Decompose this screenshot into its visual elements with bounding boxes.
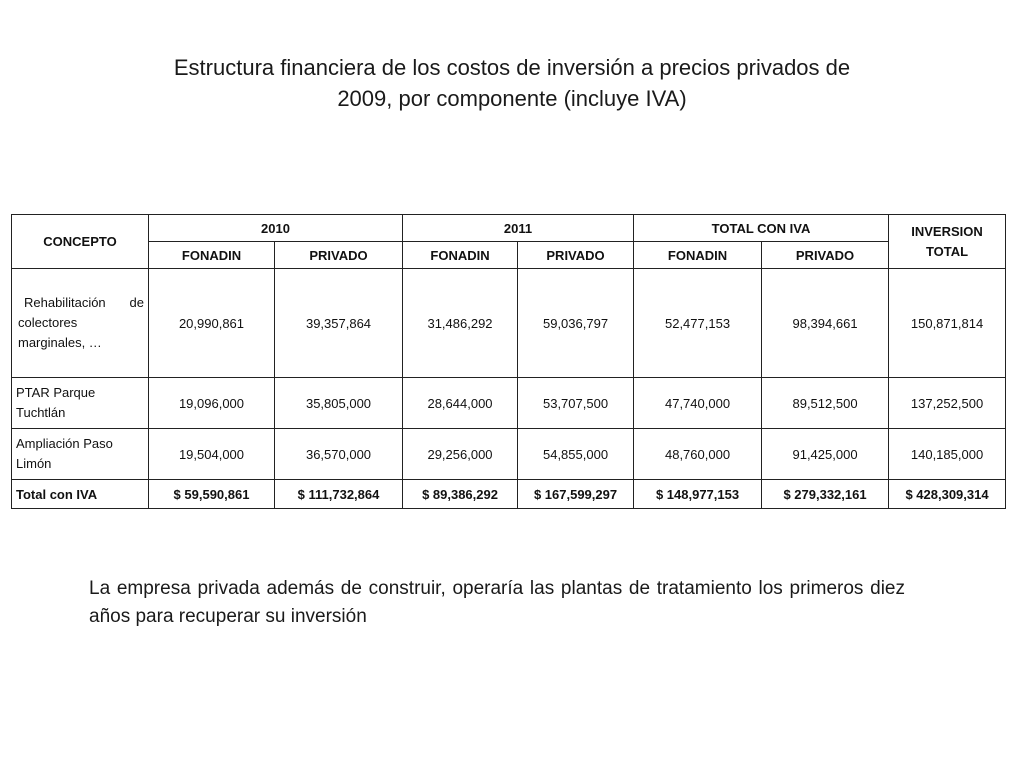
cell-privado-2011: 54,855,000 bbox=[518, 429, 634, 480]
header-fonadin-2011: FONADIN bbox=[403, 242, 518, 269]
cell-fonadin-total: 52,477,153 bbox=[634, 269, 762, 378]
header-privado-total: PRIVADO bbox=[762, 242, 889, 269]
total-row bbox=[12, 480, 1006, 509]
cell-privado-2011: 53,707,500 bbox=[518, 378, 634, 429]
header-concepto: CONCEPTO bbox=[12, 215, 149, 269]
cell-inversion-total: 137,252,500 bbox=[889, 378, 1006, 429]
footnote-paragraph: La empresa privada además de construir, operaría las plantas de tratamiento los primeros diez años para recuperar su inversión bbox=[89, 578, 905, 627]
total-fonadin-2011: $ 89,386,292 bbox=[403, 480, 518, 509]
header-privado-2011: PRIVADO bbox=[518, 242, 634, 269]
row-concepto: Rehabilitación de colectores marginales, … bbox=[12, 269, 149, 378]
cell-fonadin-2010: 19,504,000 bbox=[149, 429, 275, 480]
total-inversion-total: $ 428,309,314 bbox=[889, 480, 1006, 509]
row-concepto: Ampliación Paso Limón bbox=[12, 429, 149, 480]
cell-privado-2010: 35,805,000 bbox=[275, 378, 403, 429]
table-row bbox=[12, 378, 1006, 429]
total-privado-2010: $ 111,732,864 bbox=[275, 480, 403, 509]
row-concepto: PTAR Parque Tuchtlán bbox=[12, 378, 149, 429]
cell-privado-2011: 59,036,797 bbox=[518, 269, 634, 378]
header-inversion-total: INVERSION TOTAL bbox=[889, 215, 1006, 269]
cell-fonadin-total: 48,760,000 bbox=[634, 429, 762, 480]
header-row-1 bbox=[12, 215, 1006, 242]
cell-fonadin-2010: 19,096,000 bbox=[149, 378, 275, 429]
cell-fonadin-2011: 29,256,000 bbox=[403, 429, 518, 480]
total-label: Total con IVA bbox=[12, 480, 149, 509]
header-privado-2010: PRIVADO bbox=[275, 242, 403, 269]
header-2010: 2010 bbox=[149, 215, 403, 242]
page-title bbox=[112, 52, 912, 114]
cell-fonadin-2011: 31,486,292 bbox=[403, 269, 518, 378]
header-fonadin-total: FONADIN bbox=[634, 242, 762, 269]
cell-privado-total: 91,425,000 bbox=[762, 429, 889, 480]
cell-fonadin-2010: 20,990,861 bbox=[149, 269, 275, 378]
cell-privado-total: 98,394,661 bbox=[762, 269, 889, 378]
cell-privado-2010: 39,357,864 bbox=[275, 269, 403, 378]
cell-privado-total: 89,512,500 bbox=[762, 378, 889, 429]
cell-fonadin-total: 47,740,000 bbox=[634, 378, 762, 429]
cell-inversion-total: 150,871,814 bbox=[889, 269, 1006, 378]
cell-inversion-total: 140,185,000 bbox=[889, 429, 1006, 480]
header-total-iva: TOTAL CON IVA bbox=[634, 215, 889, 242]
total-privado-total: $ 279,332,161 bbox=[762, 480, 889, 509]
cell-privado-2010: 36,570,000 bbox=[275, 429, 403, 480]
total-privado-2011: $ 167,599,297 bbox=[518, 480, 634, 509]
header-row-2 bbox=[12, 242, 1006, 269]
financial-table bbox=[11, 214, 1006, 509]
table-row bbox=[12, 269, 1006, 378]
title-line-2: 2009, por componente (incluye IVA) bbox=[337, 86, 687, 111]
title-line-1: Estructura financiera de los costos de inversión a precios privados de bbox=[173, 55, 851, 80]
cell-fonadin-2011: 28,644,000 bbox=[403, 378, 518, 429]
header-2011: 2011 bbox=[403, 215, 634, 242]
header-fonadin-2010: FONADIN bbox=[149, 242, 275, 269]
total-fonadin-total: $ 148,977,153 bbox=[634, 480, 762, 509]
total-fonadin-2010: $ 59,590,861 bbox=[149, 480, 275, 509]
table-row bbox=[12, 429, 1006, 480]
